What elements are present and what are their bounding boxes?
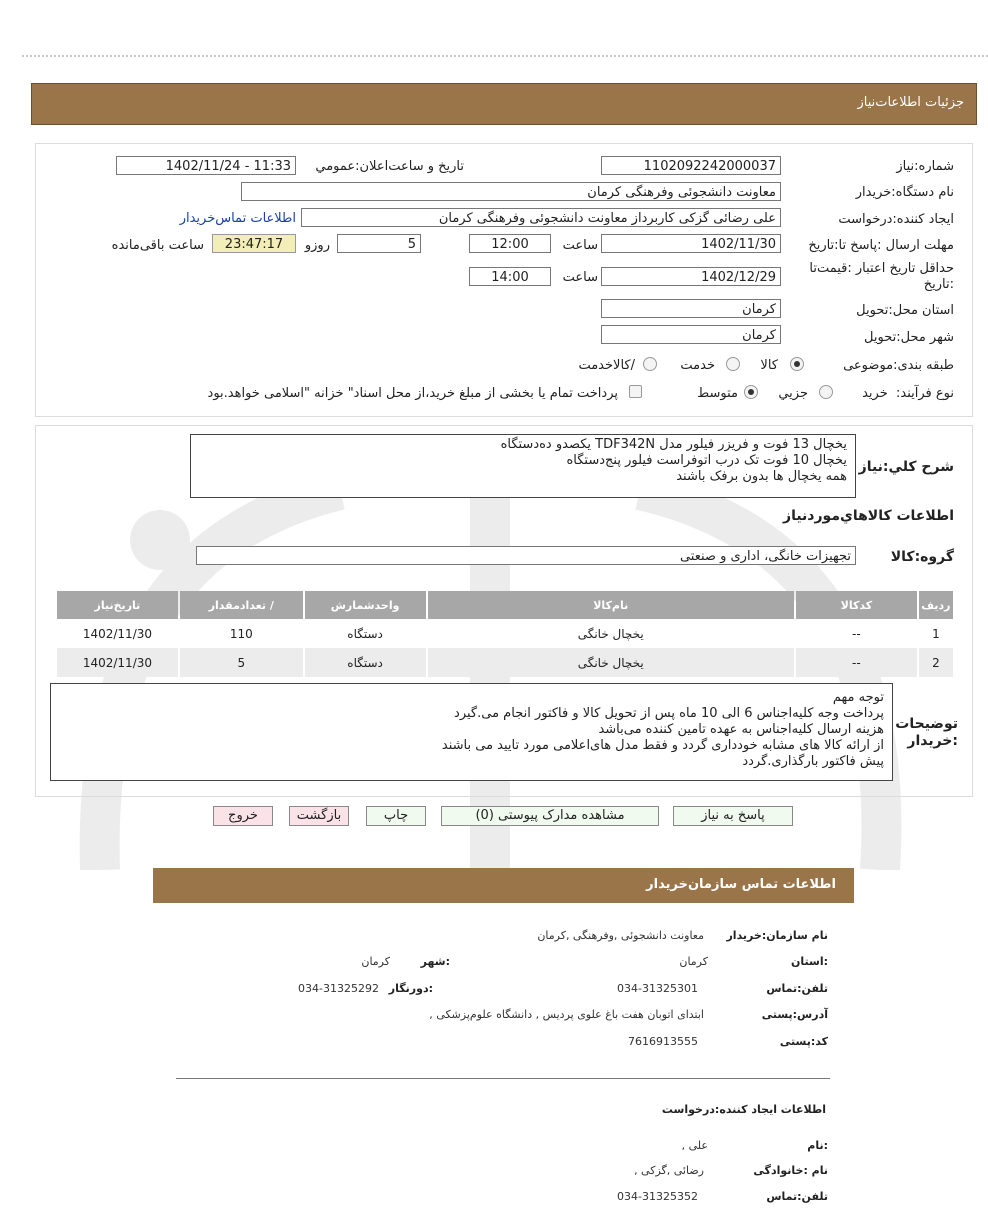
deadline-time-label: ساعت <box>562 238 598 253</box>
validity-label <box>804 261 954 293</box>
category-option-service: خدمت <box>680 358 715 373</box>
col-qty: / تعدادمقدار <box>180 591 303 619</box>
category-option-goods-service: /کالاخدمت <box>578 358 635 373</box>
validity-label-text: حداقل تاریخ اعتبار :قیمت‌تا :تاریخ <box>809 261 954 292</box>
contact-province-label: :استان <box>791 955 828 968</box>
buyer-note-line: از ارائه کالا های مشابه خودداری گردد و فقط مدل های‌اعلامی مورد تایید می باشند <box>441 738 884 753</box>
contact-city-label: :شهر <box>420 955 450 968</box>
category-option-goods: کالا <box>760 358 778 373</box>
table-row[interactable] <box>57 648 953 677</box>
buyer-label: نام دستگاه:خریدار <box>855 185 954 200</box>
top-divider <box>22 55 988 57</box>
process-label-text: نوع فرآیند: <box>896 386 954 401</box>
contact-divider <box>176 1078 830 1079</box>
contact-postal-label: کد:پستی <box>779 1035 828 1048</box>
cell-unit: دستگاه <box>305 648 426 677</box>
col-unit: واحدشمارش <box>305 591 426 619</box>
general-desc-line: همه یخچال ها بدون برفک باشند <box>676 469 847 484</box>
contact-postal-value: 7616913555 <box>628 1035 698 1048</box>
validity-time-field[interactable]: 14:00 <box>469 267 551 286</box>
back-button[interactable]: بازگشت <box>289 806 349 826</box>
creator-field[interactable]: علی رضائی گزکی کاربرداز معاونت دانشجوئی وفرهنگی کرمان <box>301 208 781 227</box>
contact-address-label: آدرس:پستی <box>761 1008 828 1021</box>
col-name: نام‌کالا <box>428 591 794 619</box>
contact-header <box>153 868 854 903</box>
buyer-note-line: پرداخت وجه کلیه‌اجناس 6 الی 10 ماه پس از تحویل کالا و فاکتور انجام می.گیرد <box>454 706 884 721</box>
buyer-notes-label-text: توضیحات :خریدار <box>895 716 958 749</box>
goods-table <box>55 591 955 677</box>
contact-province-value: کرمان <box>679 955 708 968</box>
announce-label: تاریخ و ساعت‌اعلان:عمومي <box>315 159 464 174</box>
buyer-notes-label <box>890 716 958 750</box>
deadline-date-field[interactable]: 1402/11/30 <box>601 234 781 253</box>
buyer-notes-box <box>50 683 893 781</box>
contact-address-value: ابتدای اتوبان هفت باغ علوی پردیس , دانشگاه علوم‌پزشکی , <box>429 1008 704 1021</box>
creator-name-value: علی , <box>681 1139 708 1152</box>
cell-date: 1402/11/30 <box>57 648 178 677</box>
process-radio-medium[interactable] <box>744 385 758 399</box>
attachments-button[interactable]: مشاهده مدارک پیوستی (0) <box>441 806 659 826</box>
treasury-text: پرداخت تمام یا بخشی از مبلغ خرید،از محل اسناد" خزانه "اسلامی خواهد.بود <box>207 386 618 401</box>
validity-time-label: ساعت <box>562 270 598 285</box>
buyer-field[interactable]: معاونت دانشجوئی وفرهنگی کرمان <box>241 182 781 201</box>
cell-date: 1402/11/30 <box>57 619 178 648</box>
process-label <box>862 386 954 401</box>
goods-table-header <box>57 591 953 619</box>
cell-code: -- <box>796 619 917 648</box>
buyer-note-line: هزینه ارسال کلیه‌اجناس به عهده تامین کننده می‌باشد <box>598 722 884 737</box>
process-buy-text: خرید <box>862 386 888 401</box>
city-field[interactable]: کرمان <box>601 325 781 344</box>
deadline-time-field[interactable]: 12:00 <box>469 234 551 253</box>
need-number-field[interactable]: 1102092242000037 <box>601 156 781 175</box>
cell-qty: 5 <box>180 648 303 677</box>
reply-button[interactable]: پاسخ به نیاز <box>673 806 793 826</box>
general-desc-line: یخچال 13 فوت و فریزر فیلور مدل TDF342N یکصدو ده‌دستگاه <box>500 437 847 452</box>
contact-fax-label: :دورنگار <box>388 982 433 995</box>
general-desc-line: یخچال 10 فوت تک درب اتوفراست فیلور پنج‌دستگاه <box>566 453 847 468</box>
print-button[interactable]: چاپ <box>366 806 426 826</box>
buyer-contact-link[interactable]: اطلاعات تماس‌خریدار <box>179 211 296 226</box>
remaining-timer: 23:47:17 <box>212 234 296 253</box>
category-radio-service[interactable] <box>726 357 740 371</box>
deadline-label: مهلت ارسال :پاسخ تا:تاریخ <box>808 238 954 253</box>
buyer-note-line: توجه مهم <box>832 690 884 705</box>
contact-city-value: کرمان <box>361 955 390 968</box>
process-option-medium: متوسط <box>697 386 738 401</box>
days-label: روزو <box>304 238 330 253</box>
col-code: کدکالا <box>796 591 917 619</box>
days-field[interactable]: 5 <box>337 234 421 253</box>
process-option-minor: جزيي <box>778 386 808 401</box>
creator-info-title: اطلاعات ایجاد کننده:درخواست <box>661 1103 826 1116</box>
creator-phone-label: تلفن:تماس <box>766 1190 828 1203</box>
validity-date-field[interactable]: 1402/12/29 <box>601 267 781 286</box>
cell-name: یخچال خانگی <box>428 648 794 677</box>
contact-header-title: اطلاعات تماس سازمان‌خریدار <box>646 877 836 892</box>
cell-qty: 110 <box>180 619 303 648</box>
cell-name: یخچال خانگی <box>428 619 794 648</box>
cell-code: -- <box>796 648 917 677</box>
page-header <box>31 83 977 125</box>
need-number-label: شماره:نیاز <box>896 159 954 174</box>
general-desc-box <box>190 434 856 498</box>
category-radio-goods-service[interactable] <box>643 357 657 371</box>
goods-group-label: گروه:کالا <box>890 549 954 565</box>
table-row[interactable] <box>57 619 953 648</box>
province-field[interactable]: کرمان <box>601 299 781 318</box>
treasury-checkbox[interactable] <box>629 385 642 398</box>
goods-info-label: اطلاعات کالاهاي‌موردنیاز <box>783 508 954 524</box>
contact-fax-value: 034-31325292 <box>298 982 379 995</box>
col-row: ردیف <box>919 591 953 619</box>
contact-phone-label: تلفن:تماس <box>766 982 828 995</box>
city-label: شهر محل:تحویل <box>864 330 954 345</box>
cell-row: 2 <box>919 648 953 677</box>
cell-unit: دستگاه <box>305 619 426 648</box>
col-date: تاریخ‌نیاز <box>57 591 178 619</box>
goods-group-field[interactable]: تجهیزات خانگی، اداری و صنعتی <box>196 546 856 565</box>
process-radio-minor[interactable] <box>819 385 833 399</box>
announce-field[interactable]: 1402/11/24 - 11:33 <box>116 156 296 175</box>
creator-label: ایجاد کننده:درخواست <box>838 212 954 227</box>
creator-name-label: :نام <box>807 1139 828 1152</box>
category-label: طبقه بندی:موضوعی <box>843 358 954 373</box>
buyer-note-line: پیش فاکتور بارگذاری.گردد <box>742 754 884 769</box>
creator-family-label: نام :خانوادگی <box>753 1164 828 1177</box>
general-desc-label: شرح کلي:نیاز <box>858 459 954 475</box>
exit-button[interactable]: خروج <box>213 806 273 826</box>
creator-phone-value: 034-31325352 <box>617 1190 698 1203</box>
province-label: استان محل:تحویل <box>856 303 954 318</box>
page-header-title: جزئیات اطلاعات‌نیاز <box>857 95 964 110</box>
contact-org-value: معاونت دانشجوئی ,وفرهنگی ,کرمان <box>537 929 704 942</box>
contact-org-label: نام سازمان:خریدار <box>726 929 828 942</box>
cell-row: 1 <box>919 619 953 648</box>
contact-phone-value: 034-31325301 <box>617 982 698 995</box>
creator-family-value: رضائی ,گزکی , <box>634 1164 704 1177</box>
category-radio-goods[interactable] <box>790 357 804 371</box>
remaining-label: ساعت باقی‌مانده <box>111 238 204 253</box>
